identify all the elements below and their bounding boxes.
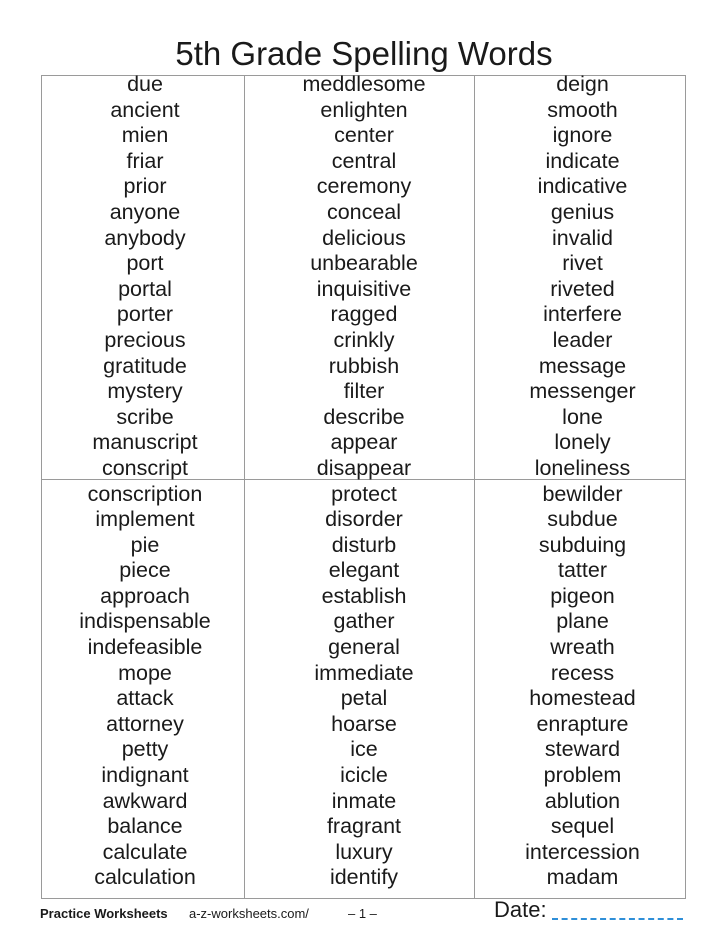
word-column-2	[249, 72, 479, 891]
spelling-word: deign	[556, 72, 609, 96]
spelling-word: loneliness	[534, 455, 631, 480]
spelling-word: indicate	[545, 148, 620, 173]
spelling-word: portal	[118, 276, 172, 301]
spelling-word: indignant	[101, 763, 189, 788]
spelling-word: central	[331, 148, 397, 173]
spelling-word: homestead	[529, 686, 636, 711]
spelling-word: filter	[343, 379, 385, 404]
spelling-word: tatter	[558, 558, 607, 583]
spelling-word: leader	[552, 327, 613, 352]
spelling-word: implement	[95, 507, 195, 532]
footer-label: Practice Worksheets	[40, 906, 168, 921]
spelling-word: ceremony	[316, 174, 412, 199]
spelling-word: piece	[119, 558, 171, 583]
spelling-word: general	[328, 635, 400, 660]
spelling-word: genius	[550, 199, 615, 224]
spelling-word: awkward	[102, 788, 188, 813]
spelling-word: prior	[123, 174, 167, 199]
spelling-word: recess	[550, 660, 615, 685]
spelling-word: anyone	[109, 199, 181, 224]
spelling-word: ancient	[110, 97, 180, 122]
spelling-word: precious	[104, 327, 186, 352]
spelling-word: inmate	[331, 788, 397, 813]
footer-url: a-z-worksheets.com/	[189, 906, 309, 921]
spelling-word: ice	[350, 737, 378, 762]
spelling-word: scribe	[116, 404, 174, 429]
spelling-word: manuscript	[92, 430, 198, 455]
spelling-word: madam	[546, 865, 619, 890]
spelling-word: gather	[333, 609, 395, 634]
spelling-word: disturb	[331, 532, 397, 557]
spelling-word: indicative	[537, 174, 628, 199]
spelling-word: indefeasible	[87, 635, 203, 660]
spelling-word: ignore	[552, 123, 613, 148]
date-blank-line	[552, 900, 683, 920]
spelling-word: enrapture	[536, 711, 629, 736]
spelling-word: rivet	[562, 251, 603, 276]
spelling-word: petty	[121, 737, 169, 762]
spelling-word: conscript	[101, 455, 189, 480]
spelling-word: mien	[121, 123, 169, 148]
spelling-word: rubbish	[328, 353, 400, 378]
spelling-word: smooth	[547, 97, 618, 122]
spelling-word: describe	[323, 404, 405, 429]
spelling-word: delicious	[322, 225, 406, 250]
spelling-word: elegant	[328, 558, 400, 583]
spelling-word: center	[334, 123, 394, 148]
spelling-word: identify	[329, 865, 399, 890]
spelling-word: unbearable	[310, 251, 418, 276]
spelling-word: approach	[100, 583, 190, 608]
spelling-word: interfere	[543, 302, 622, 327]
spelling-word: fragrant	[326, 814, 402, 839]
spelling-word: balance	[107, 814, 183, 839]
spelling-word: subdue	[547, 507, 618, 532]
spelling-word: calculate	[102, 839, 188, 864]
spelling-word: hoarse	[331, 711, 397, 736]
spelling-word: protect	[331, 481, 397, 506]
spelling-word: steward	[544, 737, 621, 762]
spelling-word: luxury	[335, 839, 393, 864]
page-title: 5th Grade Spelling Words	[175, 35, 553, 72]
spelling-word: intercession	[525, 839, 640, 864]
spelling-word: conscription	[87, 481, 203, 506]
spelling-word: icicle	[340, 763, 388, 788]
spelling-word: indispensable	[79, 609, 211, 634]
word-column-1	[41, 72, 249, 891]
spelling-word: crinkly	[333, 327, 395, 352]
spelling-word: invalid	[552, 225, 613, 250]
spelling-word: message	[538, 353, 627, 378]
spelling-word: gratitude	[103, 353, 187, 378]
spelling-word: problem	[543, 763, 622, 788]
spelling-word: anybody	[104, 225, 186, 250]
spelling-word: lonely	[554, 430, 611, 455]
spelling-word: mope	[118, 660, 172, 685]
spelling-word: sequel	[550, 814, 615, 839]
spelling-word: pigeon	[550, 583, 615, 608]
spelling-word: conceal	[326, 199, 402, 224]
spelling-word: friar	[126, 148, 164, 173]
spelling-word: petal	[340, 686, 388, 711]
spelling-word: ablution	[544, 788, 621, 813]
spelling-word: attorney	[106, 711, 184, 736]
spelling-word: subduing	[538, 532, 627, 557]
spelling-word: porter	[116, 302, 174, 327]
spelling-word: inquisitive	[316, 276, 412, 301]
page-number: – 1 –	[348, 906, 377, 921]
spelling-word: immediate	[314, 660, 414, 685]
spelling-word: messenger	[529, 379, 636, 404]
spelling-word: lone	[562, 404, 603, 429]
spelling-word: ragged	[330, 302, 398, 327]
spelling-word: plane	[556, 609, 609, 634]
spelling-word: port	[126, 251, 164, 276]
spelling-word: meddlesome	[302, 72, 426, 96]
spelling-word: disorder	[325, 507, 403, 532]
spelling-word: wreath	[550, 635, 615, 660]
word-column-3	[479, 72, 686, 891]
spelling-word: due	[127, 72, 163, 96]
spelling-word: bewilder	[542, 481, 623, 506]
spelling-word: appear	[330, 430, 398, 455]
spelling-word: establish	[321, 583, 407, 608]
spelling-word: disappear	[316, 455, 412, 480]
date-label: Date:	[494, 897, 547, 922]
spelling-word: mystery	[107, 379, 183, 404]
spelling-word: calculation	[94, 865, 196, 890]
spelling-word: attack	[116, 686, 174, 711]
spelling-word: riveted	[550, 276, 615, 301]
spelling-word: pie	[130, 532, 160, 557]
spelling-word: enlighten	[320, 97, 408, 122]
